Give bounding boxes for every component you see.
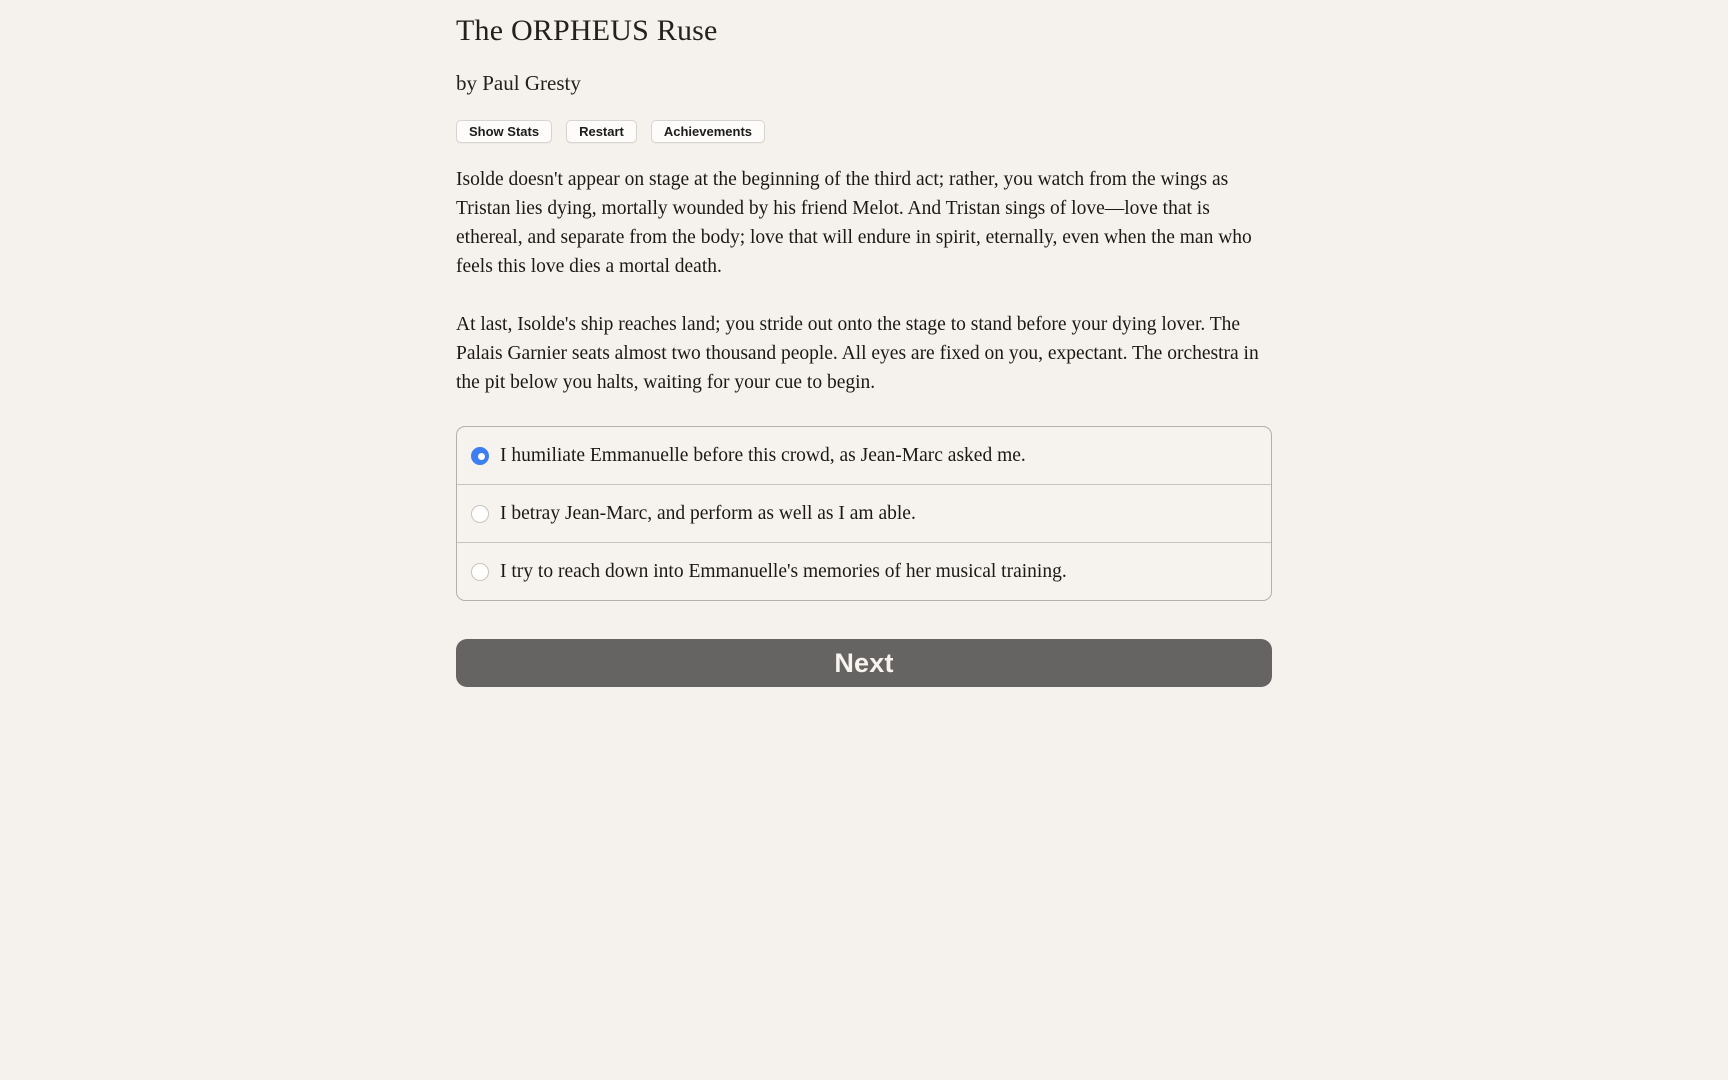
show-stats-button[interactable]: Show Stats bbox=[456, 120, 552, 143]
next-button[interactable]: Next bbox=[456, 639, 1272, 687]
story-paragraph: Isolde doesn't appear on stage at the beginning of the third act; rather, you watch from the wings as Tristan lies dying, mortally wounded by his friend Melot. And Tristan sings of love—love that is ethereal, and separate from the body; love that will endure in spirit, eternally, even when the man who feels this love dies a mortal death. bbox=[456, 169, 1252, 277]
story-paragraph: At last, Isolde's ship reaches land; you stride out onto the stage to stand before your dying lover. The Palais Garnier seats almost two thousand people. All eyes are fixed on you, expectant. The orchestra in the pit below you halts, waiting for your cue to begin. bbox=[456, 314, 1259, 393]
radio-button-icon[interactable] bbox=[471, 563, 489, 581]
page-title: The ORPHEUS Ruse bbox=[456, 14, 718, 47]
restart-button[interactable]: Restart bbox=[566, 120, 637, 143]
choice-option-label: I humiliate Emmanuelle before this crowd, as Jean-Marc asked me. bbox=[500, 444, 1026, 466]
choice-list bbox=[456, 426, 1272, 601]
content-column bbox=[456, 0, 1272, 687]
radio-button-icon[interactable] bbox=[471, 447, 489, 465]
story-text bbox=[456, 165, 1272, 397]
author-byline: by Paul Gresty bbox=[456, 71, 581, 95]
choice-option-1[interactable] bbox=[457, 427, 1271, 484]
choice-option-3[interactable] bbox=[457, 542, 1271, 600]
choice-option-label: I betray Jean-Marc, and perform as well as I am able. bbox=[500, 502, 916, 524]
choice-option-label: I try to reach down into Emmanuelle's memories of her musical training. bbox=[500, 560, 1067, 582]
radio-button-icon[interactable] bbox=[471, 505, 489, 523]
toolbar bbox=[456, 120, 1272, 143]
choice-option-2[interactable] bbox=[457, 484, 1271, 542]
achievements-button[interactable]: Achievements bbox=[651, 120, 765, 143]
